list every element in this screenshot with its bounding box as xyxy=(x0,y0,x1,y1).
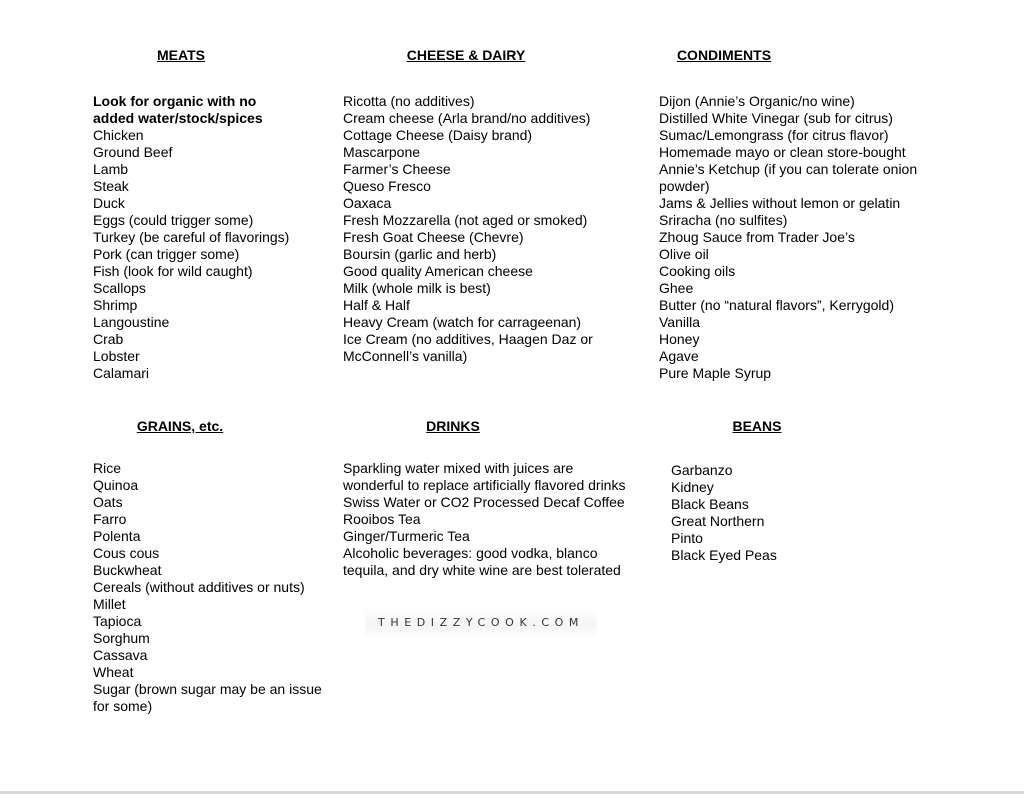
beans-item: Great Northern xyxy=(671,513,765,529)
condiments-item: Homemade mayo or clean store-bought xyxy=(659,144,906,160)
meats-item: Scallops xyxy=(93,280,146,296)
drinks-item: Swiss Water or CO2 Processed Decaf Coffee xyxy=(343,494,625,510)
grains-item: Sugar (brown sugar may be an issue xyxy=(93,681,322,697)
beans-item: Kidney xyxy=(671,479,714,495)
cheese-dairy-item: Fresh Goat Cheese (Chevre) xyxy=(343,229,524,245)
grains-list xyxy=(93,460,322,715)
grains-item: Oats xyxy=(93,494,123,510)
condiments-item: Distilled White Vinegar (sub for citrus) xyxy=(659,110,893,126)
drinks-item: Alcoholic beverages: good vodka, blanco xyxy=(343,545,598,561)
meats-item: Lamb xyxy=(93,161,129,177)
drinks-item: Rooibos Tea xyxy=(343,511,421,527)
condiments-item: Ghee xyxy=(659,280,694,296)
grains-item: Tapioca xyxy=(93,613,142,629)
cheese-dairy-item: Half & Half xyxy=(343,297,410,313)
grains-item: Cous cous xyxy=(93,545,160,561)
condiments-item: Dijon (Annie’s Organic/no wine) xyxy=(659,93,855,109)
grains-item: Cereals (without additives or nuts) xyxy=(93,579,305,595)
meats-item: Crab xyxy=(93,331,124,347)
grains-item: Wheat xyxy=(93,664,134,680)
cheese-dairy-item: Oaxaca xyxy=(343,195,392,211)
cheese-dairy-item: Farmer’s Cheese xyxy=(343,161,451,177)
condiments-list xyxy=(659,93,917,382)
meats-item: Chicken xyxy=(93,127,144,143)
meats-item: Pork (can trigger some) xyxy=(93,246,240,262)
beans-item: Pinto xyxy=(671,530,703,546)
beans-item: Black Eyed Peas xyxy=(671,547,777,563)
meats-item: Ground Beef xyxy=(93,144,173,160)
condiments-item: Pure Maple Syrup xyxy=(659,365,772,381)
cheese-dairy-item: Boursin (garlic and herb) xyxy=(343,246,497,262)
cheese-dairy-item: Milk (whole milk is best) xyxy=(343,280,491,296)
site-watermark: THEDIZZYCOOK.COM xyxy=(365,608,597,638)
drinks-heading: DRINKS xyxy=(426,418,480,434)
cheese-dairy-heading: CHEESE & DAIRY xyxy=(406,47,526,63)
cheese-dairy-item: Queso Fresco xyxy=(343,178,431,194)
condiments-item: Annie’s Ketchup (if you can tolerate onion xyxy=(659,161,918,177)
grains-item: Rice xyxy=(93,460,122,476)
meats-list xyxy=(93,93,289,382)
cheese-dairy-item: Mascarpone xyxy=(343,144,421,160)
meats-item: Shrimp xyxy=(93,297,138,313)
grains-item: Buckwheat xyxy=(93,562,162,578)
condiments-item: Sriracha (no sulfites) xyxy=(659,212,788,228)
condiments-item: Honey xyxy=(659,331,700,347)
meats-heading: MEATS xyxy=(157,47,205,63)
condiments-item: Cooking oils xyxy=(659,263,736,279)
meats-note-line: Look for organic with no xyxy=(93,93,257,109)
grains-item: Cassava xyxy=(93,647,148,663)
cheese-dairy-item: McConnell’s vanilla) xyxy=(343,348,468,364)
grains-heading: GRAINS, etc. xyxy=(136,418,224,434)
cheese-dairy-item: Ice Cream (no additives, Haagen Daz or xyxy=(343,331,593,347)
cheese-dairy-item: Ricotta (no additives) xyxy=(343,93,475,109)
grains-item: Sorghum xyxy=(93,630,150,646)
grains-item: Millet xyxy=(93,596,126,612)
beans-list xyxy=(671,462,777,564)
beans-heading: BEANS xyxy=(732,418,782,434)
drinks-list xyxy=(343,460,625,579)
condiments-item: Vanilla xyxy=(659,314,700,330)
cheese-dairy-item: Cottage Cheese (Daisy brand) xyxy=(343,127,533,143)
meats-note-line: added water/stock/spices xyxy=(93,110,263,126)
condiments-item: Zhoug Sauce from Trader Joe’s xyxy=(659,229,855,245)
grains-item: for some) xyxy=(93,698,153,714)
meats-item: Duck xyxy=(93,195,125,211)
condiments-item: Butter (no “natural flavors”, Kerrygold) xyxy=(659,297,894,313)
drinks-item: wonderful to replace artificially flavored drinks xyxy=(343,477,626,493)
cheese-dairy-item: Cream cheese (Arla brand/no additives) xyxy=(343,110,591,126)
cheese-dairy-item: Fresh Mozzarella (not aged or smoked) xyxy=(343,212,588,228)
drinks-item: Sparkling water mixed with juices are xyxy=(343,460,574,476)
condiments-heading: CONDIMENTS xyxy=(676,47,772,63)
condiments-item: Agave xyxy=(659,348,699,364)
condiments-item: Jams & Jellies without lemon or gelatin xyxy=(659,195,901,211)
drinks-item: Ginger/Turmeric Tea xyxy=(343,528,470,544)
cheese-dairy-list xyxy=(343,93,593,365)
meats-item: Turkey (be careful of flavorings) xyxy=(93,229,290,245)
cheese-dairy-item: Good quality American cheese xyxy=(343,263,533,279)
beans-item: Black Beans xyxy=(671,496,749,512)
grains-item: Quinoa xyxy=(93,477,139,493)
meats-item: Langoustine xyxy=(93,314,170,330)
condiments-item: powder) xyxy=(659,178,710,194)
beans-item: Garbanzo xyxy=(671,462,733,478)
grains-item: Polenta xyxy=(93,528,141,544)
drinks-item: tequila, and dry white wine are best tolerated xyxy=(343,562,621,578)
meats-item: Fish (look for wild caught) xyxy=(93,263,253,279)
grains-item: Farro xyxy=(93,511,127,527)
meats-item: Lobster xyxy=(93,348,140,364)
cheese-dairy-item: Heavy Cream (watch for carrageenan) xyxy=(343,314,582,330)
condiments-item: Olive oil xyxy=(659,246,709,262)
meats-item: Steak xyxy=(93,178,129,194)
condiments-item: Sumac/Lemongrass (for citrus flavor) xyxy=(659,127,889,143)
meats-item: Calamari xyxy=(93,365,150,381)
meats-item: Eggs (could trigger some) xyxy=(93,212,254,228)
